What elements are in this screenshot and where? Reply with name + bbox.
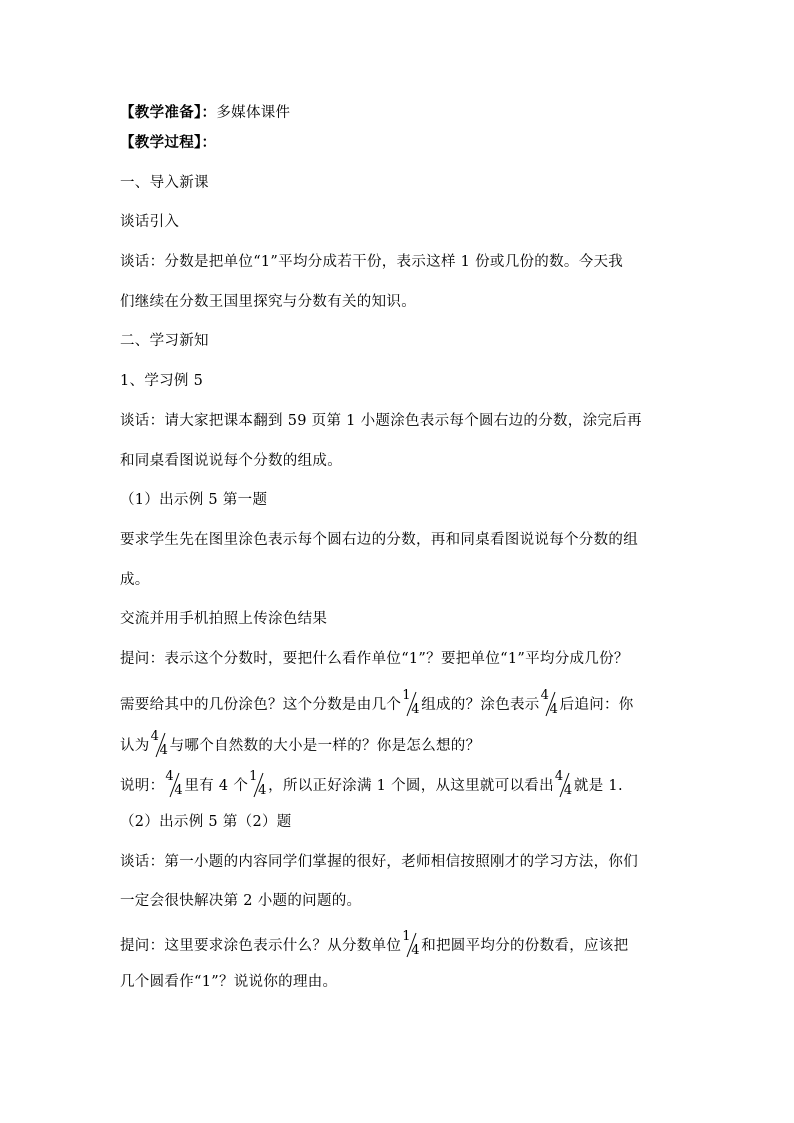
text-segment: 与哪个自然数的大小是一样的？你是怎么想的？ (169, 738, 481, 754)
text-segment: 后追问：你 (559, 697, 634, 713)
fraction-numerator: 1 (249, 769, 258, 784)
text-segment: 里有 4 个 (184, 778, 249, 794)
fraction-numerator: 4 (150, 729, 160, 744)
text-segment: 就是 1. (573, 778, 623, 794)
fraction-denominator: 4 (174, 783, 183, 798)
teaching-process-heading: 【教学过程】： (120, 134, 217, 151)
fraction-denominator: 4 (159, 743, 169, 758)
paragraph-line: 和同桌看图说说每个分数的组成。 (120, 453, 342, 469)
intro-talk-label: 谈话引入 (120, 214, 180, 230)
teaching-prep-heading: 【教学准备】： (120, 104, 217, 121)
paragraph-line: 提问：表示这个分数时，要把什么看作单位“1”？要把单位“1”平均分成几份？ (120, 651, 629, 667)
fraction-one-quarter (402, 929, 420, 958)
fraction-denominator: 4 (258, 783, 267, 798)
fraction-four-quarters (165, 769, 183, 798)
paragraph-line-with-fractions (120, 769, 680, 798)
example-heading: （1）出示例 5 第一题 (120, 492, 268, 508)
teaching-prep-line (120, 103, 680, 123)
fraction-denominator: 4 (411, 702, 420, 717)
text-segment: 认为 (120, 738, 150, 754)
paragraph-line: 成。 (120, 572, 150, 588)
fraction-numerator: 4 (540, 688, 550, 703)
fraction-four-quarters (540, 688, 559, 717)
subsection-heading: 1、学习例 5 (120, 373, 204, 389)
fraction-denominator: 4 (549, 702, 559, 717)
fraction-denominator: 4 (411, 943, 420, 958)
paragraph-line: 谈话：分数是把单位“1”平均分成若干份，表示这样 1 份或几份的数。今天我 (120, 254, 624, 270)
fraction-numerator: 1 (402, 929, 411, 944)
text-segment: 提问：这里要求涂色表示什么？从分数单位 (120, 938, 402, 954)
fraction-denominator: 4 (563, 783, 573, 798)
fraction-numerator: 4 (554, 769, 564, 784)
paragraph-line: 谈话：第一小题的内容同学们掌握的很好，老师相信按照刚才的学习方法，你们 (120, 854, 638, 870)
paragraph-line: 要求学生先在图里涂色表示每个圆右边的分数，再和同桌看图说说每个分数的组 (120, 532, 638, 548)
text-segment: 需要给其中的几份涂色？这个分数是由几个 (120, 697, 402, 713)
paragraph-line-with-fractions (120, 688, 680, 717)
text-segment: 说明： (120, 778, 165, 794)
example-heading: （2）出示例 5 第（2）题 (120, 814, 292, 830)
paragraph-line: 们继续在分数王国里探究与分数有关的知识。 (120, 294, 416, 310)
text-segment: ，所以正好涂满 1 个圆，从这里就可以看出 (268, 778, 554, 794)
paragraph-line: 几个圆看作“1”？说说你的理由。 (120, 974, 338, 990)
fraction-numerator: 1 (402, 688, 411, 703)
teaching-prep-value: 多媒体课件 (216, 105, 291, 121)
paragraph-line-with-fractions (120, 729, 680, 758)
section-one-heading: 一、导入新课 (120, 175, 209, 191)
paragraph-line: 交流并用手机拍照上传涂色结果 (120, 611, 328, 627)
fraction-four-quarters (554, 769, 573, 798)
text-segment: 组成的？涂色表示 (421, 697, 540, 713)
fraction-one-quarter (249, 769, 267, 798)
section-two-heading: 二、学习新知 (120, 333, 209, 349)
fraction-one-quarter (402, 688, 420, 717)
paragraph-line: 谈话：请大家把课本翻到 59 页第 1 小题涂色表示每个圆右边的分数，涂完后再 (120, 413, 642, 429)
paragraph-line: 一定会很快解决第 2 小题的问题的。 (120, 893, 362, 909)
paragraph-line-with-fractions (120, 929, 680, 958)
fraction-numerator: 4 (165, 769, 174, 784)
fraction-four-quarters (150, 729, 169, 758)
text-segment: 和把圆平均分的份数看，应该把 (421, 938, 629, 954)
